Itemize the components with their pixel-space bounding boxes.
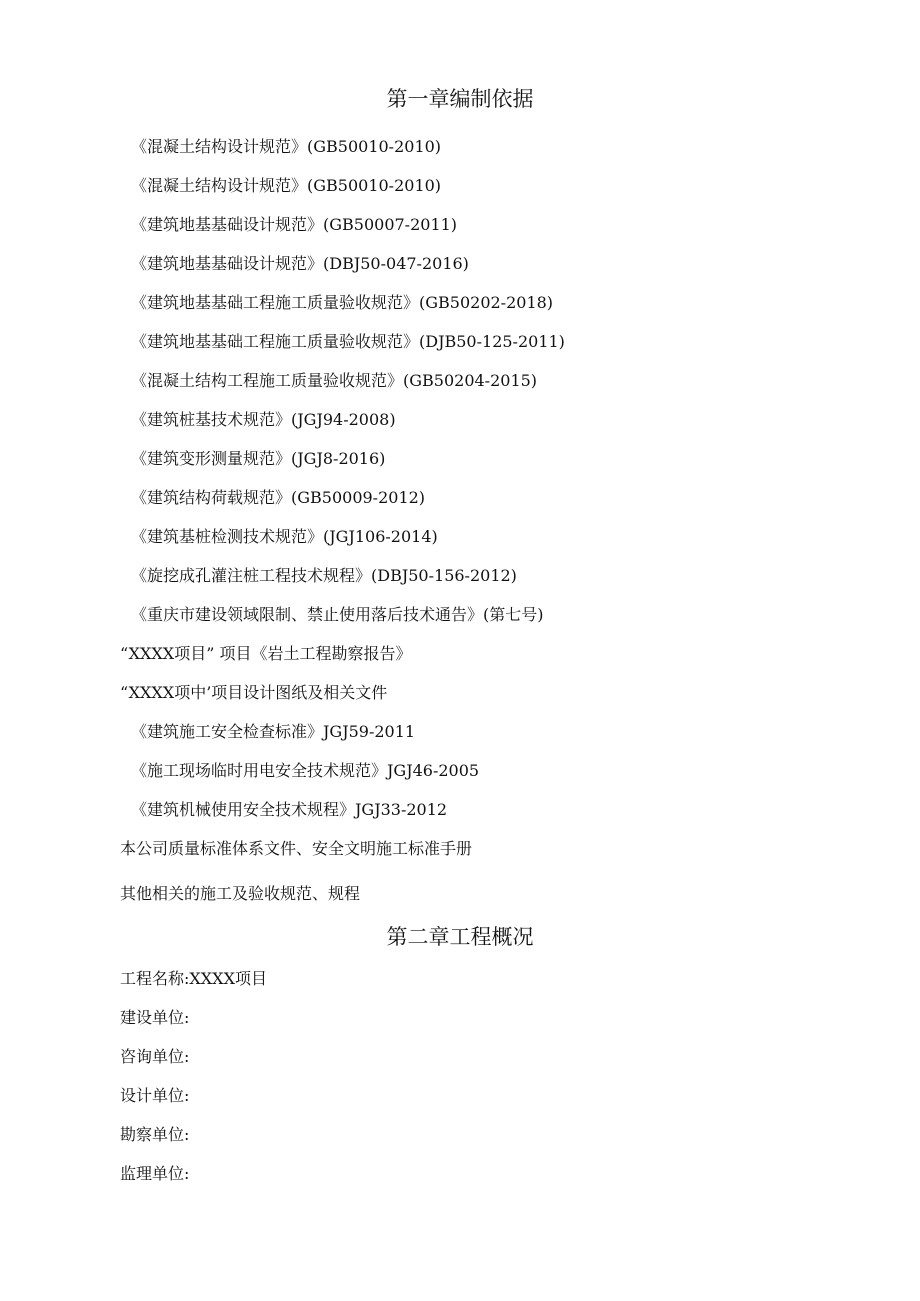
basis-item-8: 《建筑桩基技术规范》(JGJ94-2008) [131, 410, 396, 429]
chapter-1-title: 第一章编制依据 [386, 87, 534, 111]
basis-item-13: 《重庆市建设领域限制、禁止使用落后技术通告》(第七号) [131, 605, 544, 624]
basis-item-17: 《施工现场临时用电安全技术规范》JGJ46-2005 [131, 761, 480, 780]
design-unit-field: 设计单位: [120, 1086, 190, 1105]
basis-item-6: 《建筑地基基础工程施工质量验收规范》(DJB50-125-2011) [131, 332, 565, 351]
basis-item-15: “XXXX项中’项目设计图纸及相关文件 [120, 683, 388, 702]
basis-item-12: 《旋挖成孔灌注桩工程技术规程》(DBJ50-156-2012) [131, 566, 517, 585]
basis-item-5: 《建筑地基基础工程施工质量验收规范》(GB50202-2018) [131, 293, 554, 312]
owner-unit-field: 建设单位: [120, 1008, 190, 1027]
basis-item-3: 《建筑地基基础设计规范》(GB50007-2011) [131, 215, 458, 234]
basis-item-11: 《建筑基桩检测技术规范》(JGJ106-2014) [131, 527, 438, 546]
chapter-2-title: 第二章工程概况 [386, 925, 534, 949]
basis-item-14: “XXXX项目” 项目《岩土工程勘察报告》 [120, 644, 412, 663]
basis-item-20: 其他相关的施工及验收规范、规程 [120, 884, 361, 903]
basis-item-7: 《混凝土结构工程施工质量验收规范》(GB50204-2015) [131, 371, 538, 390]
consulting-unit-field: 咨询单位: [120, 1047, 190, 1066]
basis-item-4: 《建筑地基基础设计规范》(DBJ50-047-2016) [131, 254, 469, 273]
basis-item-9: 《建筑变形测量规范》(JGJ8-2016) [131, 449, 386, 468]
basis-item-19: 本公司质量标准体系文件、安全文明施工标准手册 [120, 839, 473, 858]
basis-item-1: 《混凝土结构设计规范》(GB50010-2010) [131, 137, 442, 156]
basis-item-10: 《建筑结构荷载规范》(GB50009-2012) [131, 488, 426, 507]
project-name-field: 工程名称:XXXX项目 [120, 969, 267, 988]
basis-item-18: 《建筑机械使用安全技术规程》JGJ33-2012 [131, 800, 448, 819]
supervision-unit-field: 监理单位: [120, 1164, 190, 1183]
basis-item-2: 《混凝土结构设计规范》(GB50010-2010) [131, 176, 442, 195]
survey-unit-field: 勘察单位: [120, 1125, 190, 1144]
basis-item-16: 《建筑施工安全检查标准》JGJ59-2011 [131, 722, 416, 741]
